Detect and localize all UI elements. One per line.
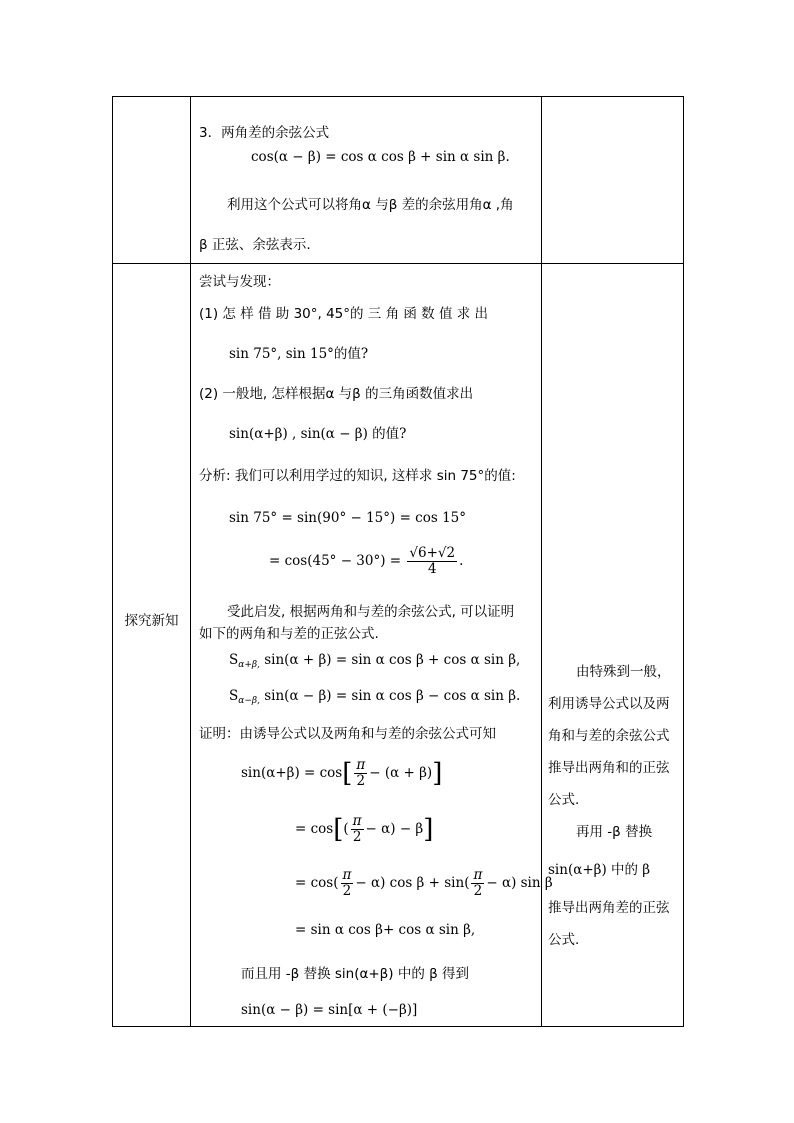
result-denominator: 4 [427, 560, 437, 577]
equation-sin75: sin 75° = sin(90° − 15°) = cos 15° [229, 510, 467, 526]
two-denominator: 2 [352, 828, 362, 845]
proof-step3-mid: − α) cos β + sin( [355, 874, 470, 891]
row2-content-cell [191, 264, 553, 1027]
sine-sum-formula: $S_{\alpha+\beta,}$ sin(α + β) = sin α cos β + cos α sin β, [229, 652, 521, 670]
equation-cos45-30: = cos(45° − 30°) = $\frac{√6+√2}{4}$ . [269, 545, 464, 577]
result-fraction [407, 546, 457, 577]
pi-numerator: π [352, 813, 362, 829]
two-denominator: 2 [342, 882, 352, 899]
row1-note-cell [542, 97, 684, 264]
analysis-line: 分析: 我们可以利用学过的知识, 这样求 sin 75°的值: [199, 468, 516, 484]
pi-over-2-fraction [471, 868, 484, 899]
right-bracket: ] [432, 758, 443, 789]
left-bracket: [ [333, 814, 344, 845]
proof-step1-left: sin(α+β) = cos [241, 764, 343, 781]
note-line1: 由特殊到一般， [576, 664, 671, 680]
question2-line2: sin(α+β) , sin(α − β) 的值? [229, 426, 407, 442]
equation-cos45-30-left: = cos(45° − 30°) = [269, 552, 402, 569]
note-line3: 角和与差的余弦公式 [548, 728, 670, 744]
pi-over-2-fraction [351, 814, 364, 845]
proof-step2-mid: − α) − β [365, 820, 424, 837]
left-bracket: [ [342, 758, 353, 789]
row1-content-cell [191, 97, 542, 264]
proof-step3-left: = cos( [295, 874, 339, 891]
note-line6: 再用 -β 替换 [576, 824, 653, 840]
inspire-line2: 如下的两角和与差的正弦公式. [199, 626, 379, 642]
note-line5: 公式. [548, 792, 580, 808]
formula-explanation-line1: 利用这个公式可以将角α 与β 差的余弦用角α ,角 [227, 197, 514, 213]
pi-numerator: π [342, 867, 352, 883]
pi-over-2-fraction [341, 868, 354, 899]
try-discover-heading: 尝试与发现： [199, 274, 280, 290]
proof-step2-left: = cos [295, 820, 334, 837]
replace-line: 而且用 -β 替换 sin(α+β) 中的 β 得到 [241, 966, 470, 982]
row2-note-cell [542, 264, 684, 1027]
sine-sum-formula-body: sin(α + β) = sin α cos β + cos α sin β, [264, 652, 521, 668]
formula-explanation-line2: β 正弦、余弦表示. [199, 237, 311, 253]
section-heading: 3．两角差的余弦公式 [199, 125, 330, 141]
sine-difference-formula: $S_{\alpha-\beta,}$ sin(α − β) = sin α cos β − cos α sin β. [229, 688, 521, 706]
two-denominator: 2 [356, 772, 366, 789]
proof-step1-right: − (α + β) [369, 764, 433, 781]
proof-step2: = cos[( $\frac{\pi}{2}$ − α) − β] [295, 813, 434, 845]
proof-step3-end: − α) sin β [486, 874, 553, 891]
note-line4: 推导出两角和的正弦 [548, 760, 670, 776]
row1-label-cell [113, 97, 191, 264]
question1-line1: (1) 怎 样 借 助 30°, 45°的 三 角 函 数 值 求 出 [199, 306, 489, 322]
sine-difference-subscript: α−β, [238, 696, 260, 706]
sine-sum-subscript: α+β, [238, 660, 260, 670]
lesson-table [112, 96, 684, 1027]
pi-numerator: π [473, 867, 483, 883]
section-label: 探究新知 [124, 613, 179, 629]
question1-line2: sin 75°, sin 15°的值? [229, 346, 369, 362]
two-denominator: 2 [473, 882, 483, 899]
cosine-difference-formula: cos(α − β) = cos α cos β + sin α sin β. [251, 149, 510, 165]
row-formula [113, 97, 684, 264]
row-explore [113, 264, 684, 1027]
note-line2: 利用诱导公式以及两 [548, 696, 670, 712]
question2-line1: (2) 一般地, 怎样根据α 与β 的三角函数值求出 [199, 386, 474, 402]
pi-numerator: π [356, 757, 366, 773]
pi-over-2-fraction [354, 758, 367, 789]
proof-intro: 证明：由诱导公式以及两角和与差的余弦公式可知 [199, 726, 496, 742]
right-bracket: ] [423, 814, 434, 845]
proof-step1 [241, 758, 442, 789]
note-line9: 公式. [548, 932, 580, 948]
sine-difference-formula-body: sin(α − β) = sin α cos β − cos α sin β. [264, 688, 521, 704]
row2-label-cell [113, 264, 191, 1027]
note-line8: 推导出两角差的正弦 [548, 900, 670, 916]
proof-step4: = sin α cos β+ cos α sin β, [295, 922, 476, 938]
result-numerator: √6+√2 [409, 545, 456, 561]
inspire-line1: 受此启发, 根据两角和与差的余弦公式, 可以证明 [227, 604, 515, 620]
note-line7: sin(α+β) 中的 β [548, 862, 651, 878]
last-equation: sin(α − β) = sin[α + (−β)] [241, 1002, 418, 1018]
proof-step3 [295, 868, 553, 899]
